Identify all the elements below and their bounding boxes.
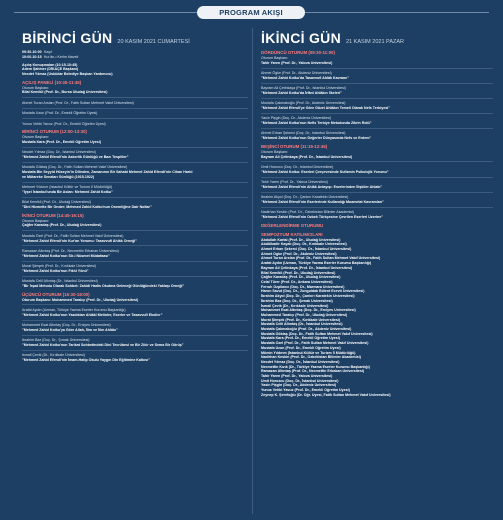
separator-line [261,68,493,69]
entry-bold-line: Necdet Yılmaz (Üsküdar Belediye Başkan Yardımcısı) [22,72,113,76]
entry-line: Ümit Horozcu (Doç. Dr., İstanbul Üniversitesi) [261,164,334,169]
separator-line [22,182,248,183]
entry-bold-line: Muhammed Tarakçı (Prof. Dr., Uludağ Üniversitesi) [261,312,348,317]
separator-line [22,261,248,262]
entry-line: Mustafa Celil Altıntaş (Dr., İstanbul Üniversitesi) [22,279,98,284]
entry-bold-line: "Mehmed Zahid Efendi'nin Askerlik Günlüğü ve Bazı Tespitler" [22,155,129,160]
entry-bold-line: Murat Şimşek (Prof. Dr., Kırıkkale Üniversitesi) [261,317,341,322]
entry-bold-line: Tahir Yaren (Prof. Dr., Yalova Üniversitesi) [261,374,333,379]
entry-bold-line: Mustafa Uzun (Prof. Dr., Emekli Öğretim Üyesi) [261,345,341,350]
entry-line: Oturum Başkanı: [22,218,49,223]
schedule-time: 09:30-10:00 [22,50,42,54]
session-heading: BEŞİNCİ OTURUM (11:15-12:45) [261,143,328,149]
entry-bold-line: Abdülkadir Kayalı (Doç. Dr., Kırıkkale Üniversitesi) [261,242,347,247]
entry-bold-line: Bilal Kemikli (Prof. Dr., Uludağ Üniversitesi) [261,270,336,275]
separator-line [22,320,248,321]
entry-bold-line: Çağfer Karadaş (Prof. Dr., Uludağ Üniversitesi) [22,223,102,228]
entry-line: Oturum Başkanı: [22,85,49,90]
entry-bold-line: İsmail Çevik (Dr., Kırıkkale Üniversitesi) [261,303,329,308]
entry-bold-line: "Mehmed Zahid Efendi'nin Eserlerinde Kullandığı Muamelat Kavramları" [261,199,384,204]
entry-bold-line: "Mehmed Zahid Kotku'nun Nefis Terbiye Metodunda Zikrin Rolü" [261,121,372,126]
day2-column [261,30,493,398]
entry-bold-line: Zeynep K. Şerefoğlu (Dr. Öğr. Üyesi, Fatih Sultan Mehmet Vakıf Üniversitesi) [261,392,391,397]
entry-bold-line: Nadirhan Keskin (Prof. Dr., Özbekistan Bilimler Akademisi) [261,355,361,360]
entry-line: Mustafa Göktaş (Doç. Dr., Fatih Sultan Mehmet Vakıf Üniversitesi) [22,165,128,170]
entry-line: Oturum Başkanı: [22,135,49,140]
entry-line: Ahmet Erhan Şekerci (Doç. Dr., İstanbul Üniversitesi) [261,131,346,136]
day2-name: İKİNCİ GÜN [261,30,341,46]
session-heading: ÜÇÜNCÜ OTURUM (16:30-18:00) [22,291,90,297]
header-rule-right [305,12,489,13]
entry-line: Bilal Kemikli (Prof. Dr., Uludağ Üniversitesi) [22,200,91,205]
entry-line: Mustafa Uzun (Prof. Dr., Emekli Öğretim Üyesi) [22,111,98,116]
entry-bold-line: Arafat Aydın (Uzman, Türkiye Yazma Eserler Kurumu Başkanlığı) [261,261,372,266]
separator-line [22,147,248,148]
entry-line: İsmail Çevik (Dr., Kırıkkale Üniversitesi) [22,353,85,358]
entry-line: Necdet Yılmaz (Doç. Dr., İstanbul Üniversitesi) [22,150,96,155]
entry-bold-line: Bayram Ali Çetinkaya (Prof. Dr., İstanbul Üniversitesi) [261,265,353,270]
entry-line: Yasin Pişgin (Doç. Dr., Akdeniz Üniversitesi) [261,116,332,121]
entry-bold-line: Mümin Yıldırım (İstanbul Kültür ve Turizm İl Müdürlüğü) [261,350,356,355]
entry-bold-line: Mustafa Kara (Prof. Dr., Emekli Öğretim Üyesi) [261,336,340,341]
separator-line [22,162,248,163]
entry-bold-line: "Mehmed Zahid Efendi'nin Kur'an Yorumu: Tasavvufi Ahlâk Örneği" [22,238,138,243]
separator-line [261,207,493,208]
separator-line [22,118,248,119]
day1-name: BİRİNCİ GÜN [22,30,113,46]
session-heading: SEMPOZYUM KATILIMCILARI [261,231,323,237]
entry-bold-line: Mustafa Çakmakoğlu (Prof. Dr., Akdeniz Üniversitesi) [261,327,352,332]
entry-bold-line: Harun Savut (Doç. Dr., Zonguldak Bülent Ecevit Üniversitesi) [261,289,365,294]
entry-bold-line: ve Mütareke Senaları Günlüğü (1915-1922) [22,174,95,179]
session-heading: BİRİNCİ OTURUM (12:00-13:30) [22,129,87,135]
entry-bold-line: "İyşel İstanbul'unda Bir Aslan: Mehmed Zahid Kotku" [22,189,113,194]
entry-line: Oturum Başkanı: [261,56,288,60]
entry-bold-line: Oturum Başkanı: Muhammed Tarakçı (Prof. Dr., Uludağ Üniversitesi) [22,297,139,302]
separator-line [22,230,248,231]
day2-heading [261,30,493,46]
session-heading: AÇILIŞ PANELİ (10:45-11:45) [22,79,82,85]
separator-line [22,108,248,109]
schedule-text: Kayıt [44,50,53,54]
program-title-badge: PROGRAM AKIŞI [197,6,305,19]
entry-bold-line: Ramazan Altıntaş (Prof. Dr., Necmettin Erbakan Üniversitesi) [261,369,365,374]
session-heading: İKİNCİ OTURUM (14:45-16:15) [22,212,84,218]
entry-bold-line: "Mehmed Zahid Kotku: Eserleri Çerçevesinde Sufizmin Psikolojik Yorumu" [261,169,389,174]
entry-line: Murat Şimşek (Prof. Dr., Kırıkkale Üniversitesi) [22,264,97,269]
entry-bold-line: Mustafa Kara (Prof. Dr., Emekli Öğretim Üyesi) [22,139,101,144]
day2-date: 21 KASIM 2021 PAZAR [346,39,404,45]
entry-line: Ahmet Turan Arslan (Prof. Dr., Fatih Sultan Mehmet Vakıf Üniversitesi) [22,100,134,105]
entry-bold-line: "Mehmed Zahid Efendi'nin Ahlâk Anlayışı: Eserlerinden İlişkiler Ahlakı" [261,184,383,189]
separator-line [261,161,493,162]
entry-bold-line: Tahir Yaren (Prof. Dr., Yalova Üniversitesi) [261,60,333,65]
entry-bold-line: Celal Türer (Prof. Dr., Ankara Üniversitesi) [261,279,333,284]
separator-line [22,97,248,98]
entry-bold-line: "Mehmed Zahid Efendi'nin Özbek Türkçesine Çevrilen Eserleri Üzerine" [261,214,383,219]
entry-bold-line: Mustafa Özel (Prof. Dr., Fatih Sultan Mehmet Vakıf Üniversitesi) [261,341,369,346]
entry-bold-line: "Mehmed Zahid Kotku'nun Sîr-i Nüsmet Müdafaası" [22,253,110,258]
schedule-text: Kur'ân-ı Kerîm tilaveti [44,54,79,59]
separator-line [22,335,248,336]
entry-line: Muhammet Esat Altıntaş (Doç. Dr., Erciyes Üniversitesi) [22,323,111,328]
entry-line: Mehmet Yıldırım (İstanbul Kültür ve Turizm İl Müdürlüğü) [22,185,113,190]
separator-line [22,197,248,198]
day1-date: 20 KASIM 2021 CUMARTESİ [117,39,190,45]
entry-bold-line: Yunus Vehbi Yavuz (Prof. Dr., Emekli Öğretim Üyesi) [261,388,350,393]
entry-bold-line: Mustafa Bin Seyyid Hüseyin'in Dilinden, Zamanının Bir Sahabi Mehmet Zahid Efendi'nin Cihan Harbi [22,170,193,175]
entry-bold-line: "Mehmed Zahid Kotku'da İrfânî Ahlâkın İlkeleri" [261,90,342,95]
entry-bold-line: "Mehmed Zahid Kotku'nun Tarikat Sohbetindeki Dini Tecrübesi ve Bir Zikir ve Sema Bir Görüş" [22,342,184,347]
entry-bold-line: Necdet Yılmaz (Doç. Dr., İstanbul Üniversitesi) [261,359,340,364]
entry-bold-line: Çağfer Karadaş (Prof. Dr., Uludağ Üniversitesi) [261,275,341,280]
column-divider [252,28,253,514]
entry-bold-line: Abdullah Kartal (Prof. Dr., Uludağ Üniversitesi) [261,237,341,242]
entry-bold-line: Yasin Pişgin (Doç. Dr., Akdeniz Üniversitesi) [261,383,337,388]
entry-line: Arafat Aydın (Uzman, Türkiye Yazma Eserler Kurumu Başkanlığı) [22,307,126,312]
entry-bold-line: Muhammet Esat Altıntaş (Doç. Dr., Erciyes Üniversitesi) [261,308,356,313]
entry-bold-line: "Dini Hizmette Bir Önder: Mehmed Zahid Kotku'nun Önemliğine Dair Notlar" [22,205,152,210]
day2-program [261,50,493,398]
entry-line: Oturum Başkanı: [261,149,288,154]
entry-bold-line: Ahmet Erhan Şekerci (Doç. Dr., İstanbul Üniversitesi) [261,247,352,252]
separator-line [261,113,493,114]
header-rule-left [14,12,197,13]
separator-line [22,304,248,305]
entry-bold-line: Mustafa Göktaş (Doç. Dr., Fatih Sultan Mehmet Vakıf Üniversitesi) [261,331,373,336]
entry-line: Bayram Ali Çetinkaya (Prof. Dr., İstanbul Üniversitesi) [261,86,346,91]
entry-bold-line: "Mehmed Zahid Kotku'da Tasavvufi Ahlâk Kavramı" [261,75,349,80]
entry-bold-line: "Mehmed Zahid Kotku'nun Yazdıkları Ahlâkî Metinler, Eserler ve Tasavvufî Ekoller" [22,312,163,317]
entry-line: Mustafa Çakmakoğlu (Prof. Dr., Akdeniz Üniversitesi) [261,101,346,106]
entry-bold-line: Ümit Horozcu (Doç. Dr., İstanbul Üniversitesi) [261,378,339,383]
schedule-time: 10:00-10:15 [22,54,42,59]
day1-program [22,50,248,363]
entry-bold-line: "Mehmed Zahid Kotku'nun Değerler Dünyasında Nefs ve Erdem" [261,136,372,141]
entry-bold-line: Bilal Kemikli (Prof. Dr., Bursa Uludağ Üniversitesi) [22,90,108,95]
entry-line: Ramazan Altıntaş (Prof. Dr., Necmettin Erbakan Üniversitesi) [22,248,119,253]
entry-bold-line: "Bir İrşad Metodu Olarak Sohbet: Zahidi Hadis Okutma Geleneği Günlüğündeki Yaklaşı Örneği" [22,283,185,288]
entry-bold-line: Ahmet Ögke (Prof. Dr., Akdeniz Üniversitesi) [261,251,337,256]
separator-line [261,177,493,178]
entry-bold-line: Açılış Konuşmaları (10:15-10:45) [22,62,78,67]
separator-line [261,98,493,99]
entry-line: Tahir Yaren (Prof. Dr., Yalova Üniversitesi) [261,180,328,185]
separator-line [261,192,493,193]
entry-bold-line: Necmettin Kızık (Dr., Türkiye Yazma Eserler Kurumu Başkanlığı) [261,364,370,369]
entry-line: Mustafa Özel (Prof. Dr., Fatih Sultan Mehmet Vakıf Üniversitesi) [22,233,124,238]
session-heading: DEĞERLENDİRME OTURUMU [261,222,324,228]
separator-line [261,83,493,84]
entry-line: İbrahim Baz (Doç. Dr., Şırnak Üniversitesi) [22,338,90,343]
entry-bold-line: "Mehmed Zahid Efendi'ye Göre Güzel Ahlâkın Temeli Olarak Nefs Terbiyesi" [261,105,391,110]
session-heading: DÖRDÜNCÜ OTURUM (09:30-11:00) [261,50,335,55]
entry-bold-line: "Mehmed Zahid Kotku'nun Fıkhî Yönü" [22,268,89,273]
entry-bold-line: Bayram Ali Çetinkaya (Prof. Dr., İstanbul Üniversitesi) [261,154,353,159]
entry-bold-line: İbrahim Akyol (Doç. Dr., Çankırı Karatekin Üniversitesi) [261,294,355,299]
entry-bold-line: "Mehmed Zahid Efendi'nin İmam-Hatip Okulu Yaygın Din Eğitimine Katkısı" [22,357,150,362]
entry-line: Nadirhan Keskin (Prof. Dr., Özbekistan Bilimler Akademisi) [261,210,355,215]
entry-line: İbrahim Akyol (Doç. Dr., Çankırı Karatekin Üniversitesi) [261,195,349,200]
separator-line [22,245,248,246]
entry-line: Ahmet Ögke (Prof. Dr., Akdeniz Üniversitesi) [261,71,332,76]
entry-bold-line: Adem Şahiner (DİKAÇE Başkanı) [22,67,79,72]
entry-bold-line: Ahmet Turan Arslan (Prof. Dr., Fatih Sultan Mehmet Vakıf Üniversitesi) [261,256,381,261]
separator-line [22,276,248,277]
separator-line [22,350,248,351]
day1-column [22,30,248,363]
entry-line: Yunus Vehbi Yavuz (Prof. Dr., Emekli Öğretim Üyesi) [22,121,106,126]
entry-bold-line: İbrahim Baz (Doç. Dr., Şırnak Üniversitesi) [261,298,333,303]
separator-line [261,128,493,129]
day1-heading [22,30,248,46]
entry-bold-line: "Mehmed Zahid Kotku'ya Göre Allah, İlim ve İlim Ahlâkı" [22,327,118,332]
entry-bold-line: Ferruh Özpilavcı (Doç. Dr., Marmara Üniversitesi) [261,284,345,289]
entry-bold-line: Mustafa Celil Altıntaş (Dr., İstanbul Üniversitesi) [261,322,343,327]
